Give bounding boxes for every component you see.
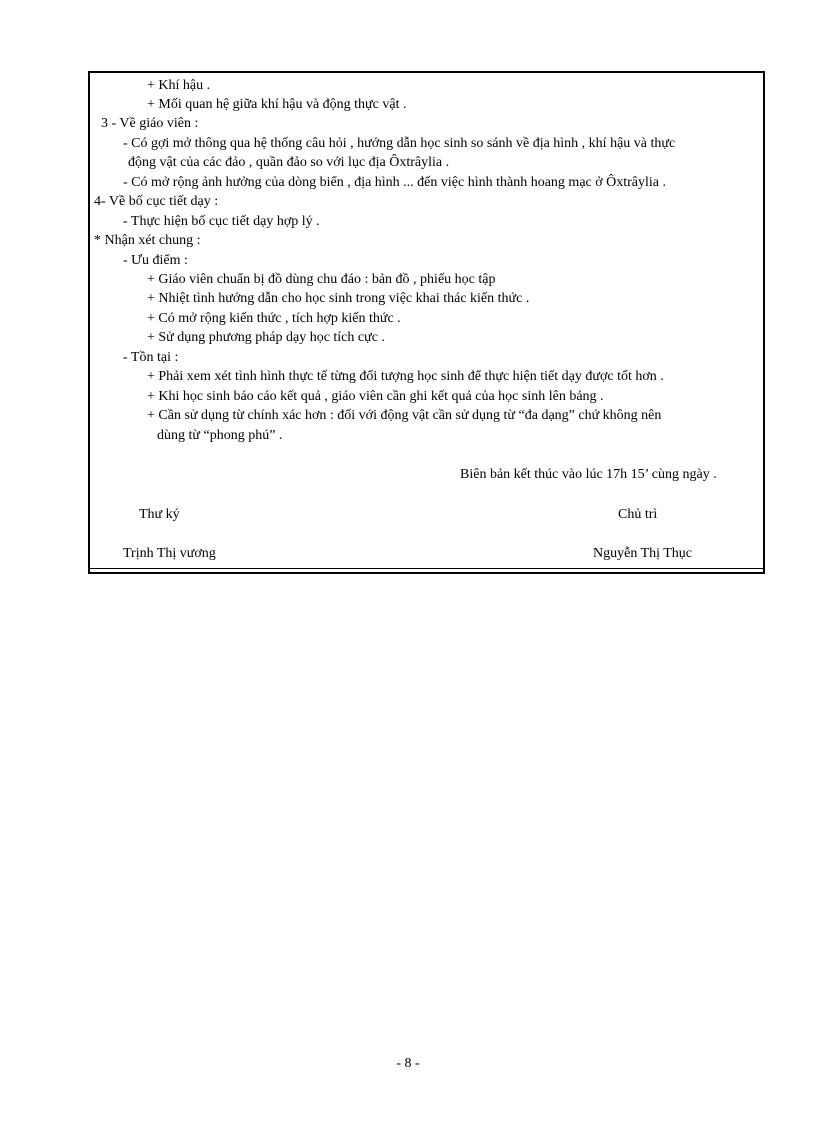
section-heading: 4- Về bố cục tiết dạy : xyxy=(94,194,219,209)
text-line: + Cần sử dụng từ chính xác hơn : đối với động vật cần sử dụng từ “đa dạng” chứ không nên xyxy=(147,408,662,423)
text-line: + Khi học sinh báo cáo kết quả , giáo viên cần ghi kết quả của học sinh lên bảng . xyxy=(147,389,604,404)
closing-statement: Biên bản kết thúc vào lúc 17h 15’ cùng ngày . xyxy=(460,467,717,482)
secretary-name: Trịnh Thị vương xyxy=(123,546,216,561)
text-line: + Phải xem xét tình hình thực tế từng đối tượng học sinh để thực hiện tiết dạy được tốt hơn . xyxy=(147,369,664,384)
chair-name: Nguyễn Thị Thục xyxy=(593,546,693,561)
text-line: động vật của các đảo , quần đảo so với lục địa Ôxtrâylia . xyxy=(128,155,450,170)
section-heading: 3 - Về giáo viên : xyxy=(101,116,199,131)
text-line: + Sử dụng phương pháp dạy học tích cực . xyxy=(147,330,385,345)
section-heading: * Nhận xét chung : xyxy=(94,233,201,248)
text-line: dùng từ “phong phú” . xyxy=(157,428,283,443)
text-line: - Có mở rộng ảnh hưởng của dòng biển , địa hình ... đến việc hình thành hoang mạc ở Ôxtrâylia . xyxy=(123,175,667,190)
secretary-title: Thư ký xyxy=(139,507,180,522)
subheading: - Tồn tại : xyxy=(123,350,179,365)
text-line: - Thực hiện bố cục tiết dạy hợp lý . xyxy=(123,214,320,229)
text-line: - Có gợi mở thông qua hệ thống câu hỏi , hướng dẫn học sinh so sánh về địa hình , khí hậu và thực xyxy=(123,136,676,151)
page-number: - 8 - xyxy=(396,1056,420,1071)
chair-title: Chủ trì xyxy=(618,507,658,522)
text-line: + Có mở rộng kiến thức , tích hợp kiến thức . xyxy=(147,311,401,326)
text-line: + Mối quan hệ giữa khí hậu và động thực vật . xyxy=(147,97,407,112)
text-line: + Giáo viên chuẩn bị đồ dùng chu đáo : bản đồ , phiếu học tập xyxy=(147,272,496,287)
subheading: - Ưu điểm : xyxy=(123,253,188,268)
text-line: + Khí hậu . xyxy=(147,78,211,93)
text-line: + Nhiệt tình hướng dẫn cho học sinh trong việc khai thác kiến thức . xyxy=(147,291,530,306)
